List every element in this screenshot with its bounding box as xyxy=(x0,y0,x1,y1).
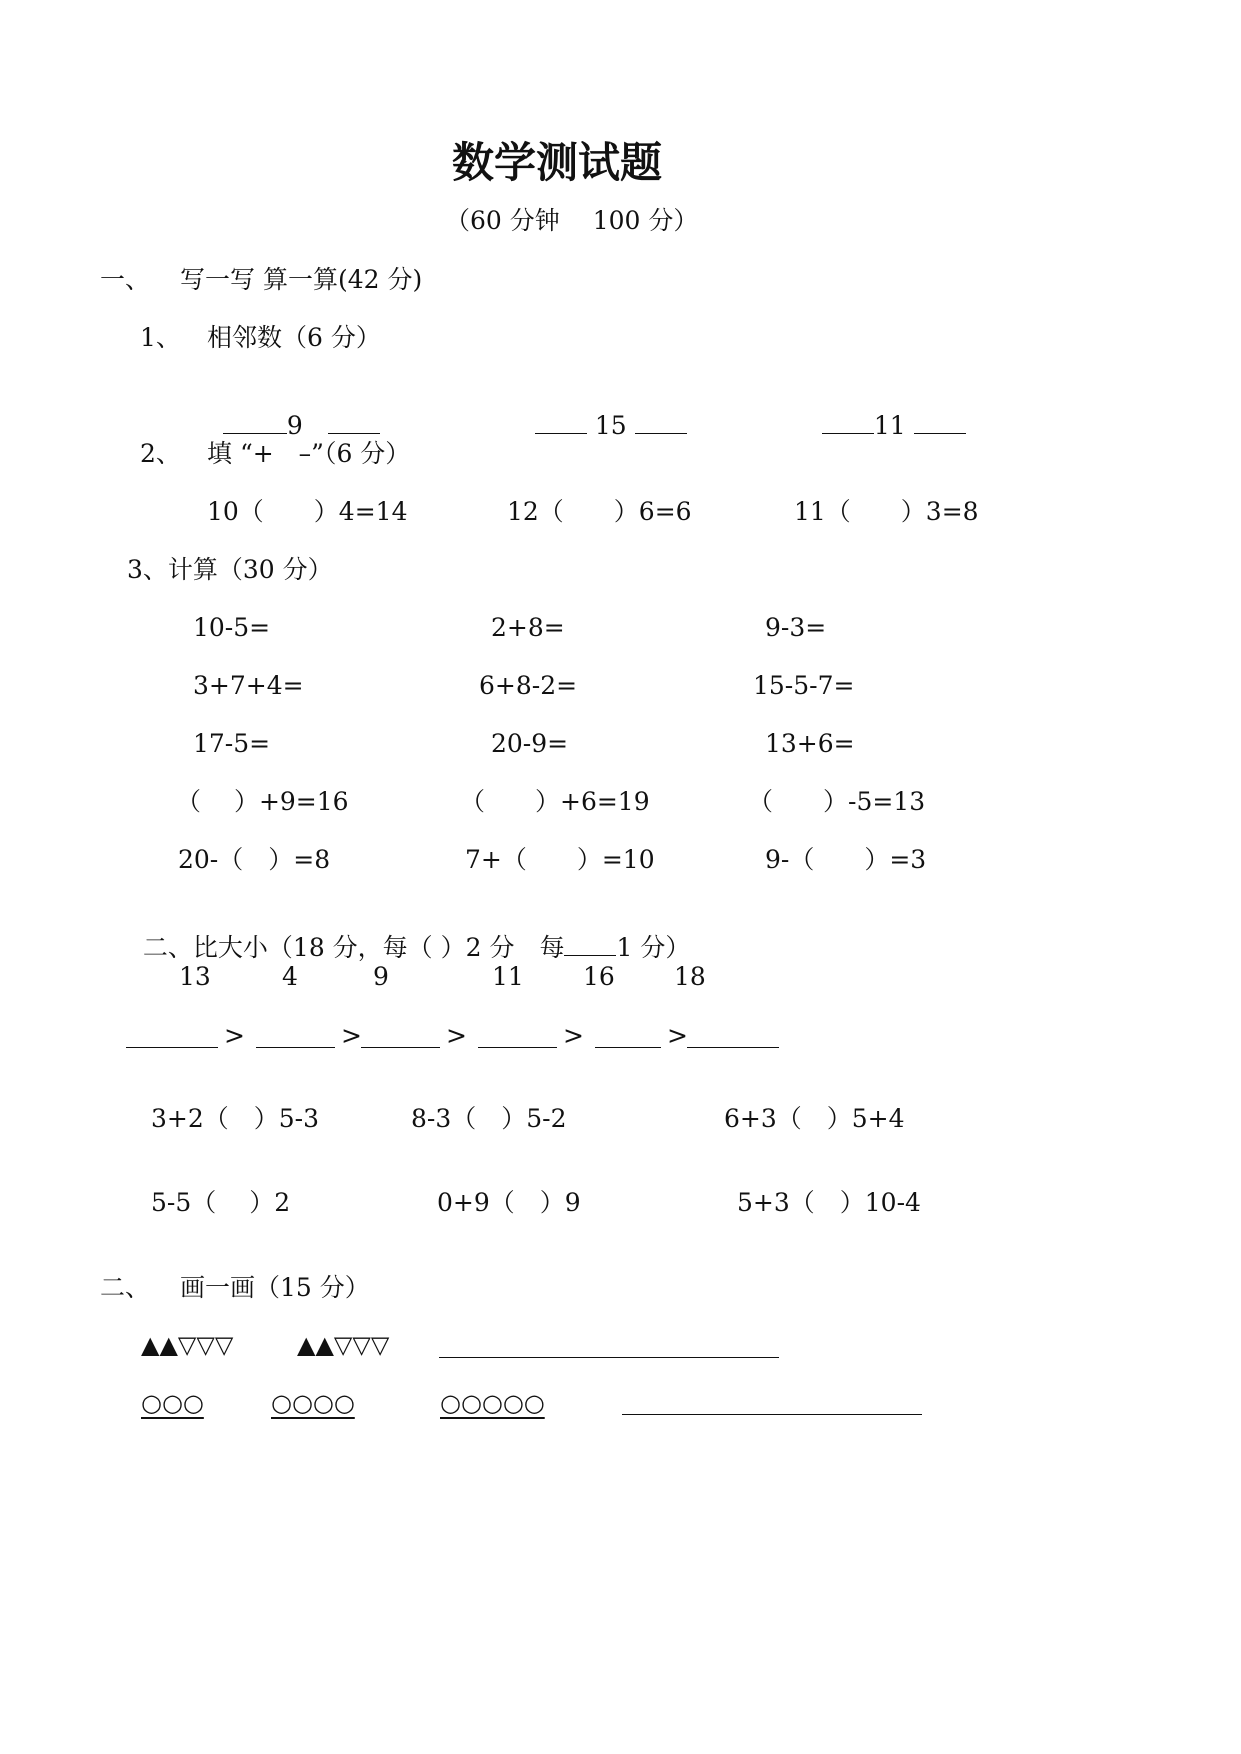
answer-blank[interactable] xyxy=(914,411,966,434)
page-title: 数学测试题 xyxy=(452,138,663,187)
question-1-text: 相邻数（6 分） xyxy=(207,323,381,352)
calc-item: 20-（ ）=8 xyxy=(178,845,331,874)
order-number: 13 xyxy=(179,962,211,991)
section-2-heading: 二、比大小（18 分，每（ ）2 分 每 1 分） xyxy=(142,933,691,962)
answer-blank[interactable] xyxy=(223,411,287,434)
circle-pattern: ○○○○ xyxy=(271,1389,355,1417)
order-number: 4 xyxy=(282,962,298,991)
answer-blank[interactable] xyxy=(535,411,587,434)
fill-sign-item-2: 12（ ）6=6 xyxy=(507,497,692,526)
answer-blank[interactable] xyxy=(595,1047,661,1048)
calc-item: 17-5= xyxy=(193,729,271,758)
calc-item: 9-（ ）=3 xyxy=(765,845,927,874)
section-3-number: 二、 xyxy=(100,1273,151,1302)
compare-item: 6+3（ ）5+4 xyxy=(724,1104,905,1133)
calc-item: 15-5-7= xyxy=(753,671,855,700)
answer-blank[interactable] xyxy=(361,1047,440,1048)
triangle-pattern: ▲▲▽▽▽ xyxy=(297,1331,390,1359)
neighbor-item-2: 15 xyxy=(519,381,687,441)
drawing-answer-line[interactable] xyxy=(622,1414,922,1415)
greater-than-sign: > xyxy=(224,1021,245,1050)
neighbor-item-3: 11 xyxy=(806,381,966,441)
calc-item: （ ）-5=13 xyxy=(748,787,926,816)
answer-blank[interactable] xyxy=(687,1047,779,1048)
compare-item: 0+9（ ）9 xyxy=(437,1188,581,1217)
drawing-answer-line[interactable] xyxy=(439,1357,779,1358)
question-1-number: 1、 xyxy=(140,323,181,352)
order-number: 11 xyxy=(492,962,524,991)
section-3-heading: 画一画（15 分） xyxy=(180,1273,370,1302)
heading-blank xyxy=(564,933,616,956)
greater-than-sign: > xyxy=(667,1021,688,1050)
order-number: 16 xyxy=(583,962,615,991)
question-2-number: 2、 xyxy=(140,439,181,468)
order-number: 9 xyxy=(373,962,389,991)
calc-item: 20-9= xyxy=(491,729,569,758)
question-2-text: 填 “+ –”（6 分） xyxy=(207,439,411,468)
calc-item: 7+（ ）=10 xyxy=(465,845,655,874)
question-3-text: 3、计算（30 分） xyxy=(127,555,333,584)
answer-blank[interactable] xyxy=(126,1047,218,1048)
page-subtitle: （60 分钟 100 分） xyxy=(445,206,699,235)
circle-pattern: ○○○ xyxy=(141,1389,204,1417)
order-number: 18 xyxy=(674,962,706,991)
circle-pattern: ○○○○○ xyxy=(440,1389,545,1417)
fill-sign-item-3: 11（ ）3=8 xyxy=(794,497,979,526)
compare-item: 3+2（ ）5-3 xyxy=(151,1104,320,1133)
fill-sign-item-1: 10（ ）4=14 xyxy=(207,497,408,526)
calc-item: 10-5= xyxy=(193,613,271,642)
answer-blank[interactable] xyxy=(822,411,874,434)
answer-blank[interactable] xyxy=(635,411,687,434)
answer-blank[interactable] xyxy=(328,411,380,434)
compare-item: 5-5（ ）2 xyxy=(151,1188,291,1217)
calc-item: 13+6= xyxy=(765,729,855,758)
answer-blank[interactable] xyxy=(256,1047,335,1048)
section-1-heading: 写一写 算一算(42 分) xyxy=(180,265,423,294)
greater-than-sign: > xyxy=(446,1021,467,1050)
neighbor-item-1: 9 xyxy=(207,381,380,441)
section-1-number: 一、 xyxy=(100,265,151,294)
calc-item: 9-3= xyxy=(765,613,827,642)
calc-item: 2+8= xyxy=(491,613,565,642)
compare-item: 8-3（ ）5-2 xyxy=(411,1104,567,1133)
calc-item: 3+7+4= xyxy=(193,671,304,700)
calc-item: （ ）+6=19 xyxy=(460,787,650,816)
compare-item: 5+3（ ）10-4 xyxy=(737,1188,921,1217)
triangle-pattern: ▲▲▽▽▽ xyxy=(141,1331,234,1359)
greater-than-sign: > xyxy=(341,1021,362,1050)
calc-item: （ ）+9=16 xyxy=(176,787,349,816)
greater-than-sign: > xyxy=(563,1021,584,1050)
answer-blank[interactable] xyxy=(478,1047,557,1048)
calc-item: 6+8-2= xyxy=(479,671,578,700)
